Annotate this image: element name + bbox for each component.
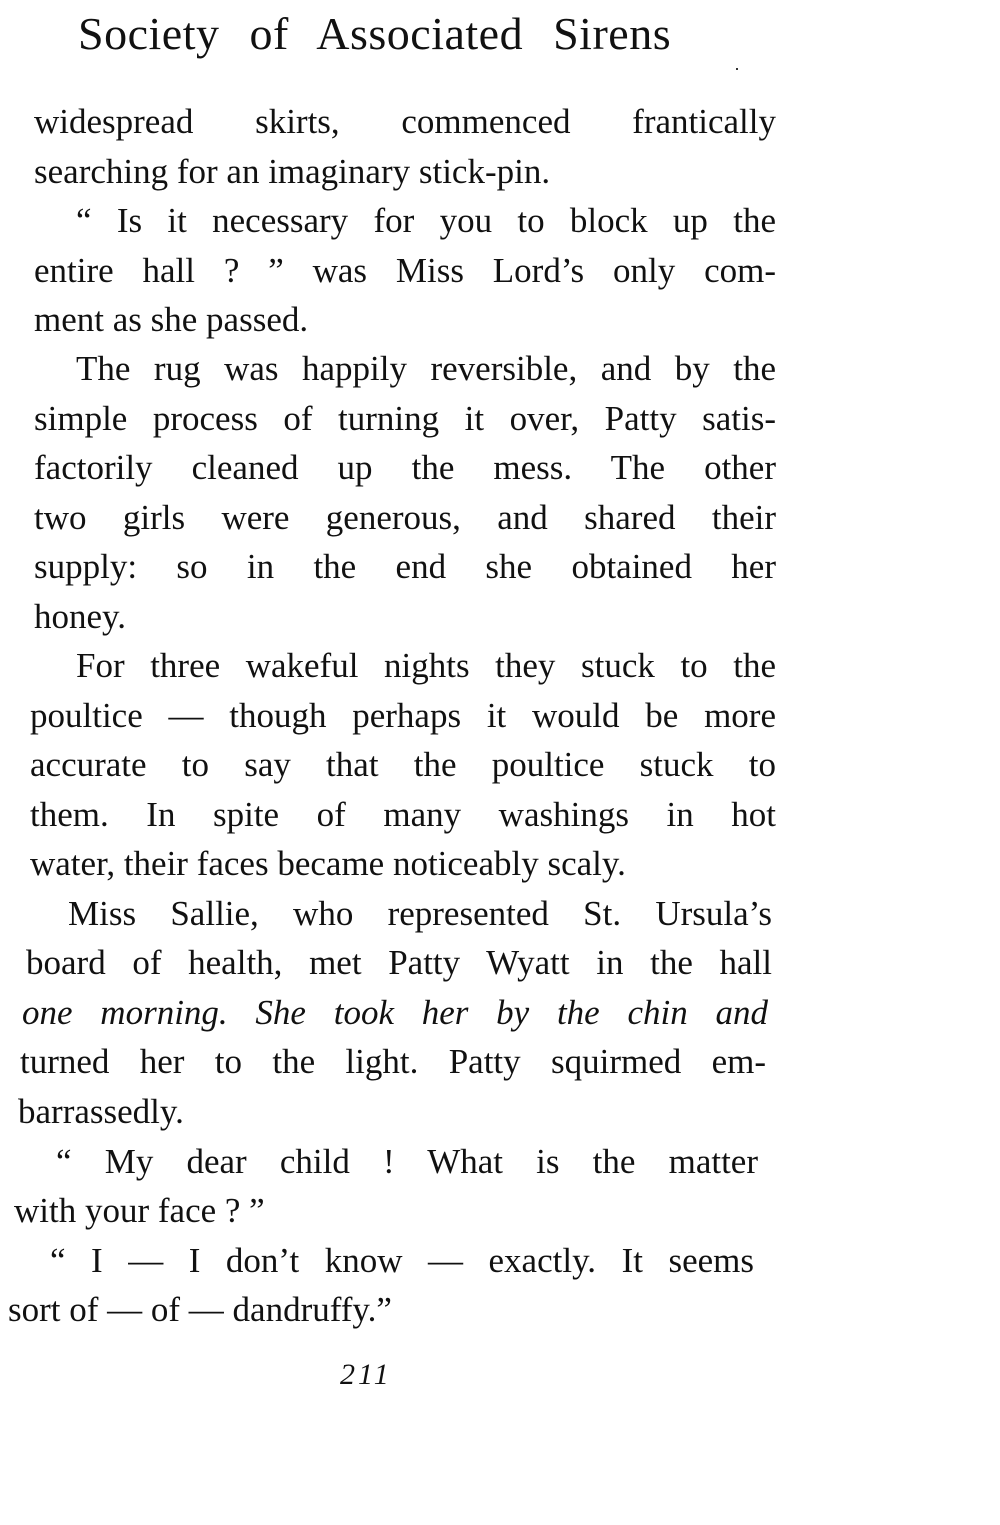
text-line: entire hall ? ” was Miss Lord’s only com-	[34, 251, 776, 290]
text-line: barrassedly.	[18, 1092, 184, 1131]
text-line: two girls were generous, and shared their	[34, 498, 776, 537]
text-line: For three wakeful nights they stuck to the	[76, 646, 776, 685]
text-line: sort of — of — dandruffy.”	[8, 1290, 392, 1329]
text-line: “ My dear child ! What is the matter	[56, 1142, 758, 1181]
text-line: turned her to the light. Patty squirmed em-	[20, 1042, 766, 1081]
text-line: water, their faces became noticeably scaly.	[30, 844, 626, 883]
text-line: honey.	[34, 597, 127, 636]
text-line: The rug was happily reversible, and by the	[76, 349, 776, 388]
text-line: accurate to say that the poultice stuck to	[30, 745, 776, 784]
text-line: ment as she passed.	[34, 300, 309, 339]
text-line: “ Is it necessary for you to block up the	[76, 201, 776, 240]
text-line: board of health, met Patty Wyatt in the hall	[26, 943, 772, 982]
text-line: widespread skirts, commenced frantically	[34, 102, 776, 141]
print-speck	[736, 68, 738, 70]
text-line: factorily cleaned up the mess. The other	[34, 448, 776, 487]
text-line: simple process of turning it over, Patty satis-	[34, 399, 776, 438]
page-number: 211	[340, 1358, 392, 1391]
text-line: them. In spite of many washings in hot	[30, 795, 776, 834]
text-line: Miss Sallie, who represented St. Ursula’s	[68, 894, 772, 933]
text-line: poultice — though perhaps it would be more	[30, 696, 776, 735]
text-line: supply: so in the end she obtained her	[34, 547, 776, 586]
running-head: Society of Associated Sirens	[78, 8, 672, 59]
text-line: with your face ? ”	[14, 1191, 265, 1230]
text-line: “ I — I don’t know — exactly. It seems	[50, 1241, 754, 1280]
text-line: searching for an imaginary stick-pin.	[34, 152, 551, 191]
text-line: one morning. She took her by the chin and	[22, 993, 768, 1032]
